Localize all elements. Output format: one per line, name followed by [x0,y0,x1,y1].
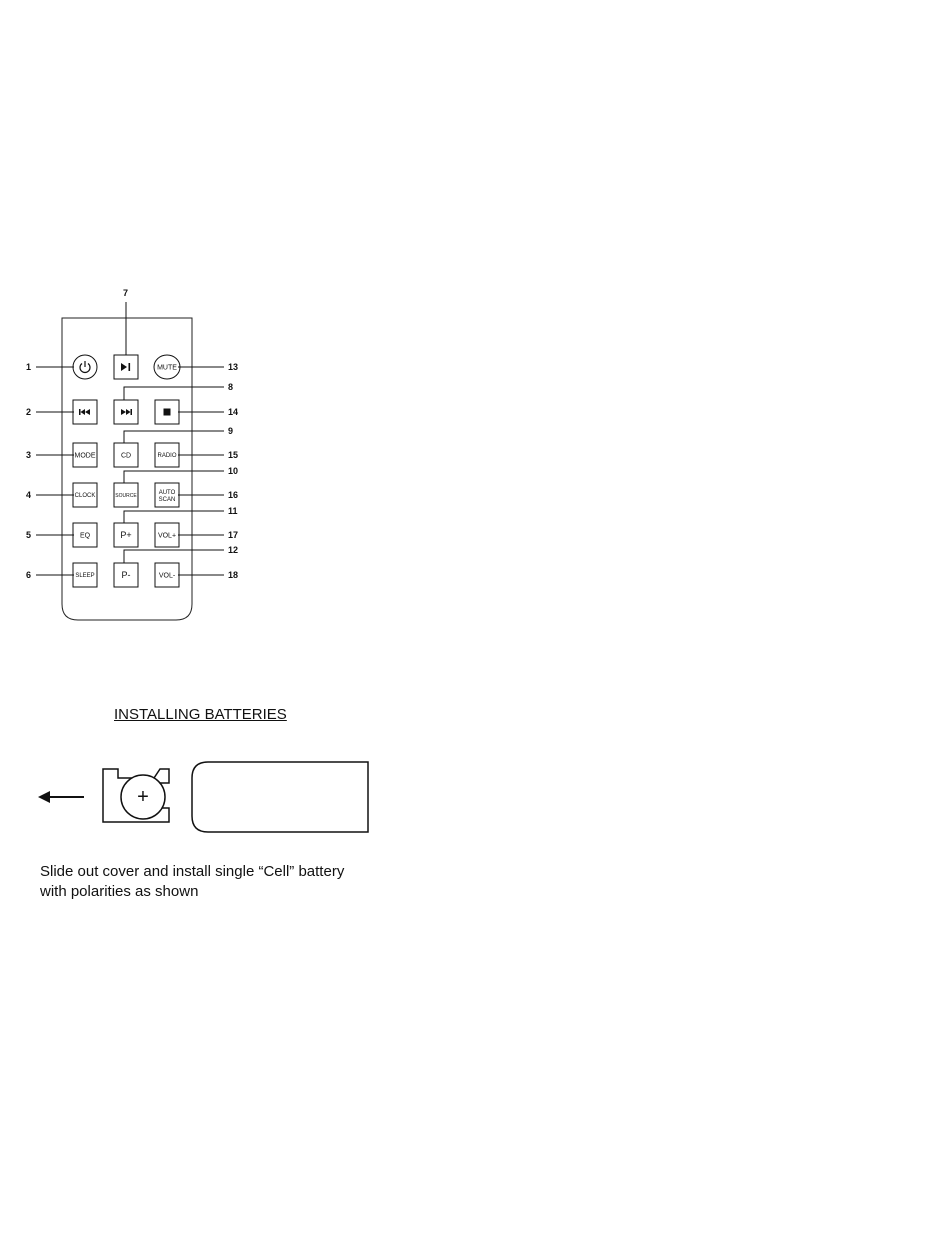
slide-direction-arrow-icon [38,791,84,803]
p-plus-label: P+ [120,530,132,541]
callout-number-13: 13 [228,362,239,372]
cd-label: CD [120,452,132,460]
sleep-label: SLEEP [75,573,95,580]
source-label: SOURCE [115,492,137,499]
auto-scan-label-2: SCAN [158,497,176,503]
callout-number-7: 7 [123,288,129,298]
auto-scan-label-1: AUTO [158,490,176,496]
installing-batteries-title: INSTALLING BATTERIES [114,706,287,723]
vol-minus-label: VOL- [158,572,176,580]
callout-number-18: 18 [228,570,239,580]
callout-number-10: 10 [228,466,239,476]
callout-number-2: 2 [26,407,32,417]
callout-number-16: 16 [228,490,239,500]
battery-instructions-line-1: Slide out cover and install single “Cell” battery [40,863,345,880]
callout-number-9: 9 [228,426,234,436]
battery-instructions [40,862,344,902]
vol-plus-label: VOL+ [157,532,177,540]
callout-number-15: 15 [228,450,239,460]
battery-plus-sign: + [137,786,149,808]
callout-number-3: 3 [26,450,32,460]
mute-label: MUTE [157,364,177,372]
callout-number-14: 14 [228,407,239,417]
radio-label: RADIO [157,453,177,460]
callout-number-11: 11 [228,506,238,516]
callout-number-1: 1 [26,362,32,372]
callout-number-17: 17 [228,530,239,540]
clock-label: CLOCK [74,493,96,500]
mode-label: MODE [74,452,96,460]
callout-number-8: 8 [228,382,234,392]
callout-number-12: 12 [228,545,239,555]
callout-number-5: 5 [26,530,32,540]
p-minus-label: P- [121,570,131,581]
battery-instructions-line-2: with polarities as shown [40,883,199,900]
eq-label: EQ [79,532,91,540]
callout-number-6: 6 [26,570,32,580]
battery-cover [192,762,368,832]
callout-number-4: 4 [26,490,32,500]
